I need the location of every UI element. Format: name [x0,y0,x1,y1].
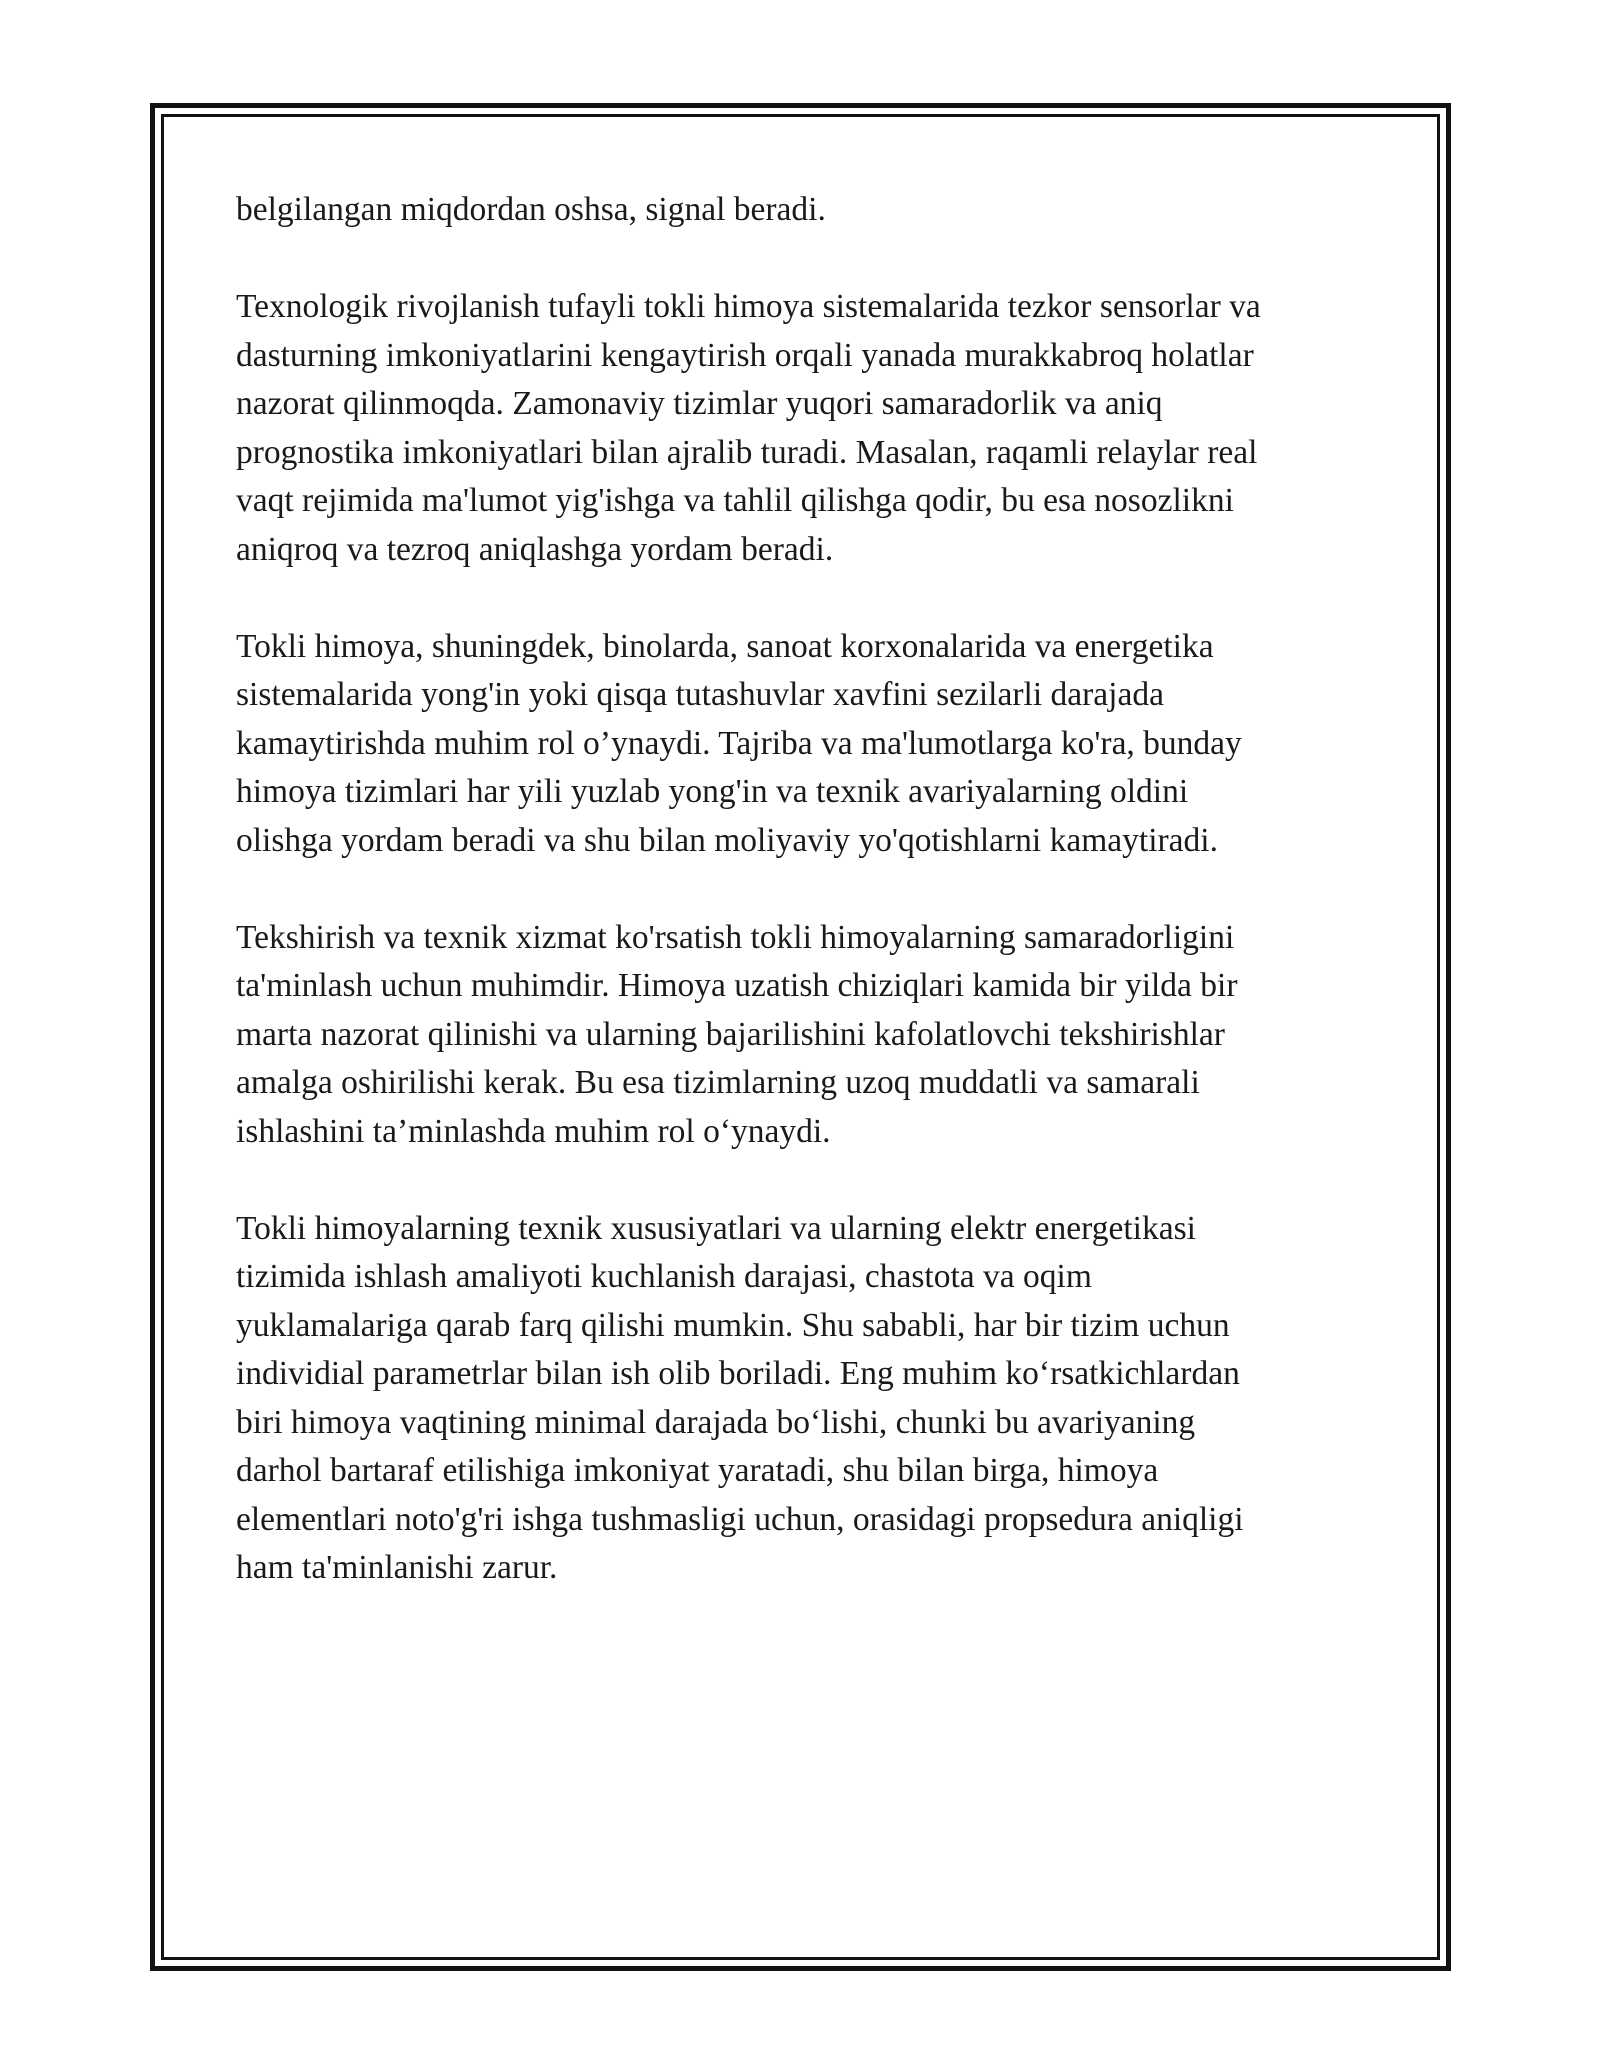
paragraph-3: Tokli himoya, shuningdek, binolarda, sanoat korxonalarida va energetika sistemalarida yong'in yoki qisqa tutashuvlar xavfini sezilarli darajada kamaytirishda muhim rol o’ynaydi. Tajriba va ma'lumotlarga ko'ra, bunday himoya tizimlari har yili yuzlab yong'in va texnik avariyalarning oldini olishga yordam beradi va shu bilan moliyaviy yo'qotishlarni kamaytiradi. [236,627,1242,859]
paragraph-2: Texnologik rivojlanish tufayli tokli himoya sistemalarida tezkor sensorlar va dasturning imkoniyatlarini kengaytirish orqali yanada murakkabroq holatlar nazorat qilinmoqda. Zamonaviy tizimlar yuqori samaradorlik va aniq prognostika imkoniyatlari bilan ajralib turadi. Masalan, raqamli relaylar real vaqt rejimida ma'lumot yig'ishga va tahlil qilishga qodir, bu esa nosozlikni aniqroq va tezroq aniqlashga yordam beradi. [236,288,1261,568]
document-body [236,186,1386,1641]
paragraph-5: Tokli himoyalarning texnik xususiyatlari va ularning elektr energetikasi tizimida ishlash amaliyoti kuchlanish darajasi, chastota va oqim yuklamalariga qarab farq qilishi mumkin. Shu sababli, har bir tizim uchun individial parametrlar bilan ish olib boriladi. Eng muhim ko‘rsatkichlardan biri himoya vaqtining minimal darajada bo‘lishi, chunki bu avariyaning darhol bartaraf etilishiga imkoniyat yaratadi, shu bilan birga, himoya elementlari noto'g'ri ishga tushmasligi uchun, orasidagi propsedura aniqligi ham ta'minlanishi zarur. [236,1209,1244,1586]
paragraph-1: belgilangan miqdordan oshsa, signal beradi. [236,191,826,228]
paragraph-4: Tekshirish va texnik xizmat ko'rsatish tokli himoyalarning samaradorligini ta'minlash uchun muhimdir. Himoya uzatish chiziqlari kamida bir yilda bir marta nazorat qilinishi va ularning bajarilishini kafolatlovchi tekshirishlar amalga oshirilishi kerak. Bu esa tizimlarning uzoq muddatli va samarali ishlashini ta’minlashda muhim rol o‘ynaydi. [236,918,1238,1150]
